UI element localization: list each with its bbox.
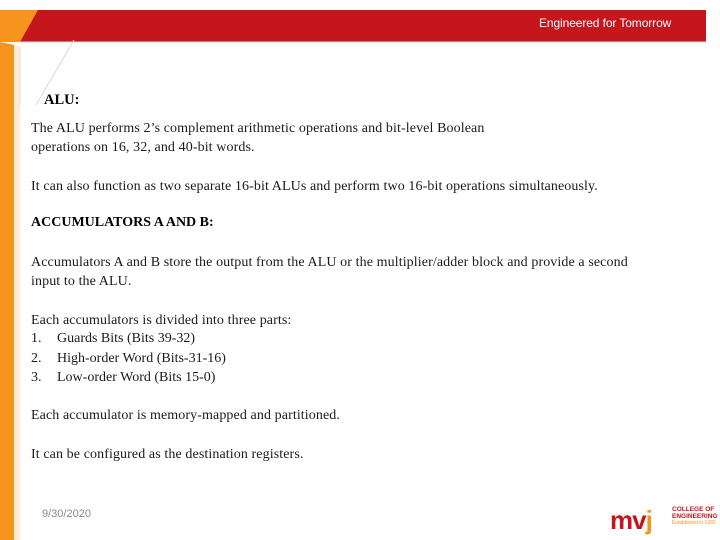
list-item: [31, 349, 226, 369]
list-item-text: Low-order Word (Bits 15-0): [57, 370, 216, 385]
header-tagline: Engineered for Tomorrow: [539, 16, 672, 30]
alu-paragraph-line-1: The ALU performs 2’s complement arithmetic operations and bit-level Boolean: [31, 121, 485, 136]
accumulators-parts-intro: Each accumulators is divided into three parts:: [31, 313, 292, 328]
list-item: [31, 368, 226, 388]
alu-paragraph-2: It can also function as two separate 16-bit ALUs and perform two 16-bit operations simultaneously.: [31, 179, 598, 194]
accumulators-paragraph-line-2: input to the ALU.: [31, 274, 132, 289]
college-logo: [610, 503, 720, 540]
alu-paragraph-line-2: operations on 16, 32, and 40-bit words.: [31, 140, 255, 155]
accumulators-paragraph-4: It can be configured as the destination registers.: [31, 447, 304, 462]
alu-heading: ALU:: [44, 92, 80, 108]
logo-mark: mvj: [610, 505, 652, 535]
accumulator-parts-list: [31, 329, 226, 388]
accumulators-paragraph-line-1: Accumulators A and B store the output from the ALU or the multiplier/adder block and provide a second: [31, 255, 628, 270]
list-item-number: 2.: [31, 350, 42, 366]
accumulators-heading: ACCUMULATORS A AND B:: [31, 215, 214, 230]
list-item-text: High-order Word (Bits-31-16): [57, 350, 226, 366]
accumulators-paragraph-3: Each accumulator is memory-mapped and partitioned.: [31, 408, 341, 423]
footer-date: 9/30/2020: [42, 508, 91, 520]
list-item-number: 3.: [31, 370, 42, 385]
list-item: [31, 329, 226, 349]
list-item-number: 1.: [31, 331, 42, 346]
logo-text: COLLEGE OF ENGINEERING Established in 1982: [672, 506, 718, 526]
list-item-text: Guards Bits (Bits 39-32): [57, 331, 196, 346]
